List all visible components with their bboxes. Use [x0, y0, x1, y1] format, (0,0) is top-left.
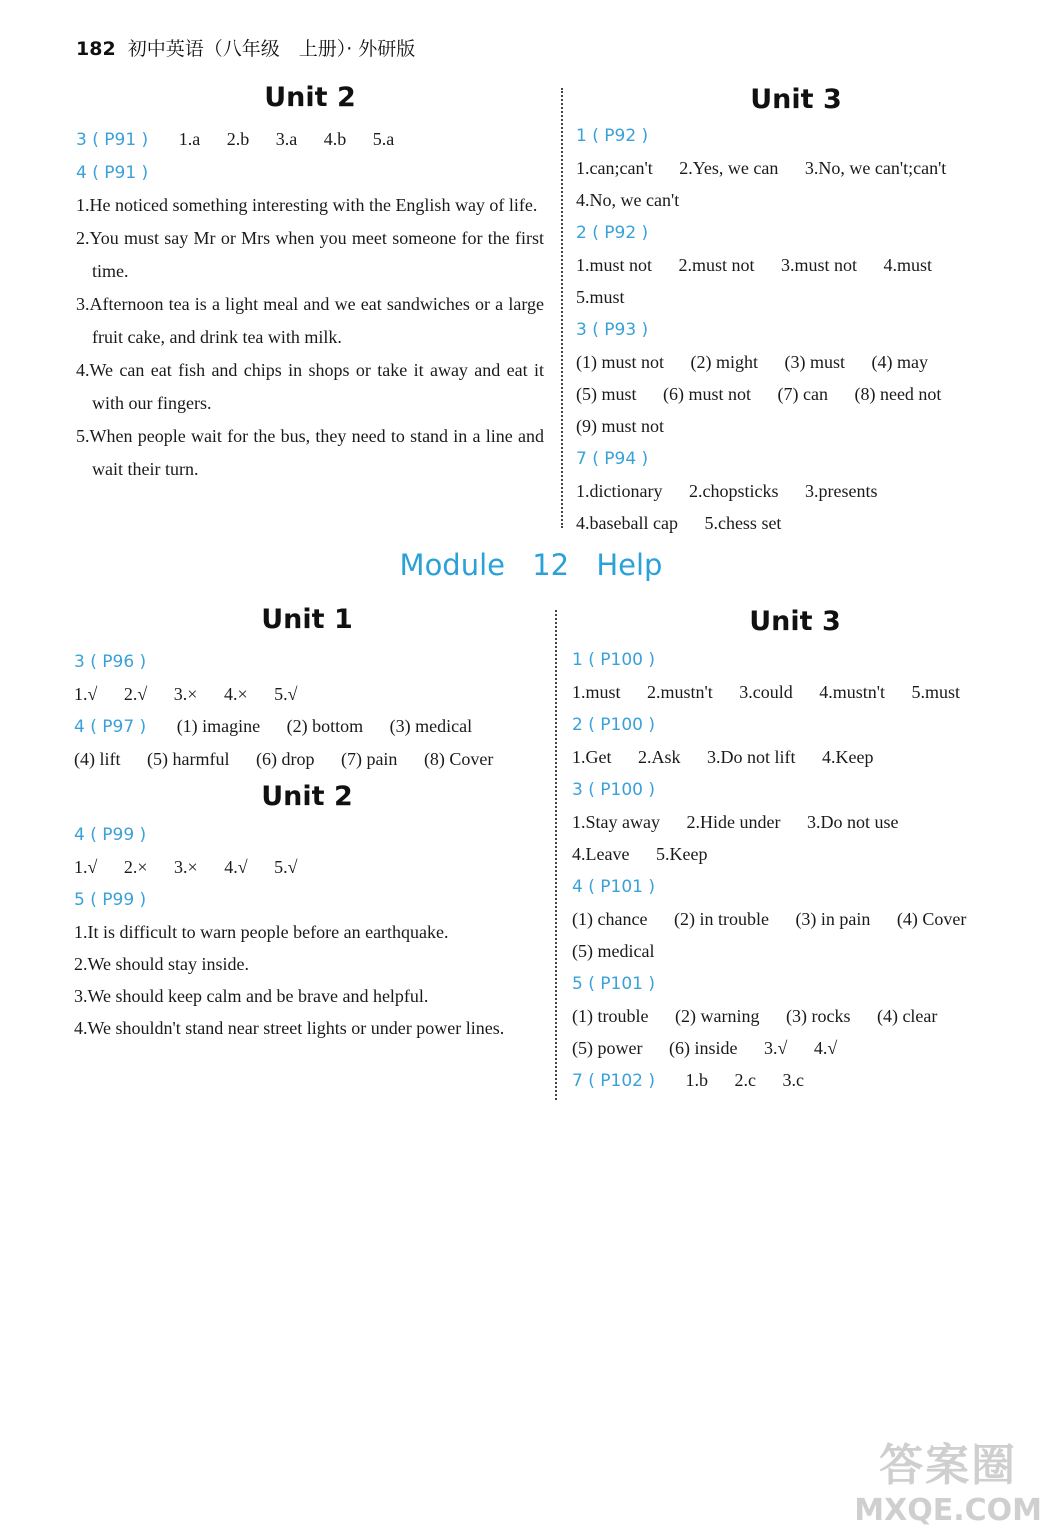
answer-item: (3) rocks [785, 1006, 851, 1026]
exercise-ref: 3 ( P96 ) [74, 652, 147, 672]
answer-line [74, 710, 540, 743]
answer-line [576, 346, 1016, 378]
answer-sentence: 4.We shouldn't stand near street lights or under power lines. [74, 1018, 505, 1038]
answer-item: (1) imagine [176, 716, 261, 736]
answer-line [572, 838, 1018, 870]
answer-item: 5.must [911, 682, 961, 702]
answer-item: 1.dictionary [576, 481, 663, 501]
answer-item: 2.Yes, we can [679, 158, 779, 178]
answer-line [572, 903, 1018, 935]
answer-sentence: 4.We can eat fish and chips in shops or take it away and eat it with our fingers. [76, 360, 544, 413]
exercise-ref: 7 ( P102 ) [572, 1071, 655, 1091]
exercise-ref: 3 ( P93 ) [576, 320, 649, 340]
answer-line [74, 678, 540, 710]
answer-item: 3.× [173, 684, 198, 704]
exercise-ref: 4 ( P91 ) [76, 163, 149, 183]
answer-item: 1.a [178, 129, 201, 149]
answer-item: 1.b [685, 1070, 708, 1090]
answer-line [576, 249, 1016, 281]
unit-title: Unit 1 [261, 604, 353, 635]
answer-sentence: 2.You must say Mr or Mrs when you meet someone for the first time. [76, 228, 544, 281]
answer-item: 5.must [576, 287, 625, 307]
answer-item: 2.√ [123, 684, 148, 704]
answer-item: 1.must not [576, 255, 653, 275]
answer-item: 5.Keep [655, 844, 708, 864]
answer-sentence: 3.We should keep calm and be brave and helpful. [74, 986, 429, 1006]
answer-item: (4) lift [74, 749, 121, 769]
answer-item: (4) Cover [896, 909, 967, 929]
answer-item: (3) in pain [795, 909, 871, 929]
answer-item: 2.Ask [638, 747, 681, 767]
answer-line [76, 156, 544, 189]
answer-line [576, 410, 1016, 442]
answer-item: 5.chess set [704, 513, 782, 533]
answer-item: (1) trouble [572, 1006, 649, 1026]
answer-item: 4.mustn't [819, 682, 886, 702]
answer-line [576, 184, 1016, 216]
exercise-ref: 5 ( P101 ) [572, 974, 655, 994]
answer-item: (6) inside [668, 1038, 738, 1058]
exercise-ref: 3 ( P100 ) [572, 780, 655, 800]
answer-item: 2.must not [678, 255, 755, 275]
exercise-ref: 4 ( P99 ) [74, 825, 147, 845]
answer-item: 1.√ [74, 684, 98, 704]
answer-line [576, 507, 1016, 539]
answer-item: (1) chance [572, 909, 648, 929]
answer-item: 1.can;can't [576, 158, 653, 178]
answer-sentence: 5.When people wait for the bus, they need to stand in a line and wait their turn. [76, 426, 544, 479]
answer-line [576, 378, 1016, 410]
answer-line [572, 741, 1018, 773]
answer-item: 3.must not [781, 255, 858, 275]
answer-item: (9) must not [576, 416, 664, 436]
answer-item: 2.Hide under [686, 812, 781, 832]
answer-item: 4.baseball cap [576, 513, 678, 533]
top-left-column [76, 82, 544, 486]
answer-item: 5.√ [274, 857, 298, 877]
answer-item: (6) must not [663, 384, 751, 404]
answer-item: (4) may [871, 352, 928, 372]
answer-item: (2) warning [674, 1006, 760, 1026]
answer-item: 2.c [734, 1070, 756, 1090]
answer-item: (2) might [690, 352, 758, 372]
exercise-ref: 1 ( P100 ) [572, 650, 655, 670]
exercise-ref: 2 ( P100 ) [572, 715, 655, 735]
answer-item: 3.could [739, 682, 793, 702]
answer-item: 3.a [275, 129, 298, 149]
bottom-left-column [74, 604, 540, 1044]
answer-item: 4.√ [224, 857, 248, 877]
answer-item: 4.× [223, 684, 248, 704]
answer-item: 3.Do not use [806, 812, 899, 832]
answer-line [572, 1000, 1018, 1032]
answer-item: 2.b [226, 129, 250, 149]
answer-item: 3.No, we can't;can't [804, 158, 947, 178]
answer-item: 4.b [323, 129, 347, 149]
exercise-ref: 7 ( P94 ) [576, 449, 649, 469]
answer-sentence: 3.Afternoon tea is a light meal and we eat sandwiches or a large fruit cake, and drink tea with milk. [76, 294, 544, 347]
unit-title: Unit 3 [749, 606, 841, 637]
answer-item: (8) need not [854, 384, 942, 404]
column-divider [561, 88, 563, 528]
answer-line [576, 281, 1016, 313]
answer-item: (5) medical [572, 941, 655, 961]
exercise-ref: 2 ( P92 ) [576, 223, 649, 243]
column-divider [555, 610, 557, 1100]
answer-item: (2) in trouble [673, 909, 769, 929]
answer-item: (5) harmful [147, 749, 230, 769]
answer-item: 4.must [883, 255, 933, 275]
unit-title: Unit 2 [264, 82, 356, 113]
answer-line [572, 806, 1018, 838]
answer-item: 2.chopsticks [688, 481, 779, 501]
exercise-ref: 1 ( P92 ) [576, 126, 649, 146]
answer-sentence: 2.We should stay inside. [74, 954, 250, 974]
answer-item: (7) pain [340, 749, 398, 769]
answer-item: 5.a [372, 129, 395, 149]
answer-line [576, 475, 1016, 507]
answer-line [572, 935, 1018, 967]
answer-line [74, 851, 540, 883]
answer-item: 5.√ [274, 684, 298, 704]
answer-item: (6) drop [255, 749, 315, 769]
page-header [76, 34, 415, 61]
answer-item: 2.mustn't [647, 682, 713, 702]
answer-item: 2.× [123, 857, 148, 877]
answer-item: 4.Leave [572, 844, 630, 864]
top-right-column [576, 84, 1016, 539]
page-number: 182 [76, 38, 116, 60]
exercise-ref: 5 ( P99 ) [74, 890, 147, 910]
module-title: Module 12 Help [399, 548, 663, 582]
answer-item: 1.√ [74, 857, 98, 877]
exercise-ref: 3 ( P91 ) [76, 130, 149, 150]
answer-line [572, 1064, 1018, 1097]
answer-line [76, 123, 544, 156]
bottom-right-column [572, 606, 1018, 1097]
watermark-logo [854, 1429, 1042, 1528]
answer-sentence: 1.It is difficult to warn people before an earthquake. [74, 922, 449, 942]
answer-item: 3.Do not lift [707, 747, 796, 767]
answer-item: 1.Get [572, 747, 612, 767]
answer-item: (4) clear [876, 1006, 938, 1026]
answer-item: (3) must [784, 352, 845, 372]
answer-line [576, 152, 1016, 184]
answer-line [572, 1032, 1018, 1064]
exercise-ref: 4 ( P97 ) [74, 717, 147, 737]
answer-item: (2) bottom [286, 716, 364, 736]
answer-item: (5) must [576, 384, 637, 404]
answer-line [572, 676, 1018, 708]
watermark-text: 答案圈 [879, 1440, 1018, 1491]
answer-item: 4.√ [813, 1038, 838, 1058]
answer-item: 3.× [174, 857, 198, 877]
unit-title: Unit 3 [750, 84, 842, 115]
answer-item: (7) can [777, 384, 828, 404]
book-title: 初中英语（八年级 上册）· 外研版 [127, 38, 416, 60]
answer-item: 4.Keep [822, 747, 874, 767]
answer-item: 3.√ [763, 1038, 788, 1058]
answer-item: (1) must not [576, 352, 664, 372]
answer-item: 1.must [572, 682, 621, 702]
watermark-url: MXQE.COM [854, 1493, 1042, 1528]
answer-line [74, 743, 540, 775]
answer-item: 1.Stay away [572, 812, 660, 832]
answer-item: (8) Cover [423, 749, 494, 769]
unit-title: Unit 2 [261, 781, 353, 812]
answer-item: (5) power [572, 1038, 643, 1058]
answer-item: 4.No, we can't [576, 190, 680, 210]
answer-sentence: 1.He noticed something interesting with the English way of life. [76, 195, 538, 215]
answer-item: 3.c [782, 1070, 804, 1090]
answer-item: (3) medical [389, 716, 473, 736]
exercise-ref: 4 ( P101 ) [572, 877, 655, 897]
answer-item: 3.presents [804, 481, 878, 501]
